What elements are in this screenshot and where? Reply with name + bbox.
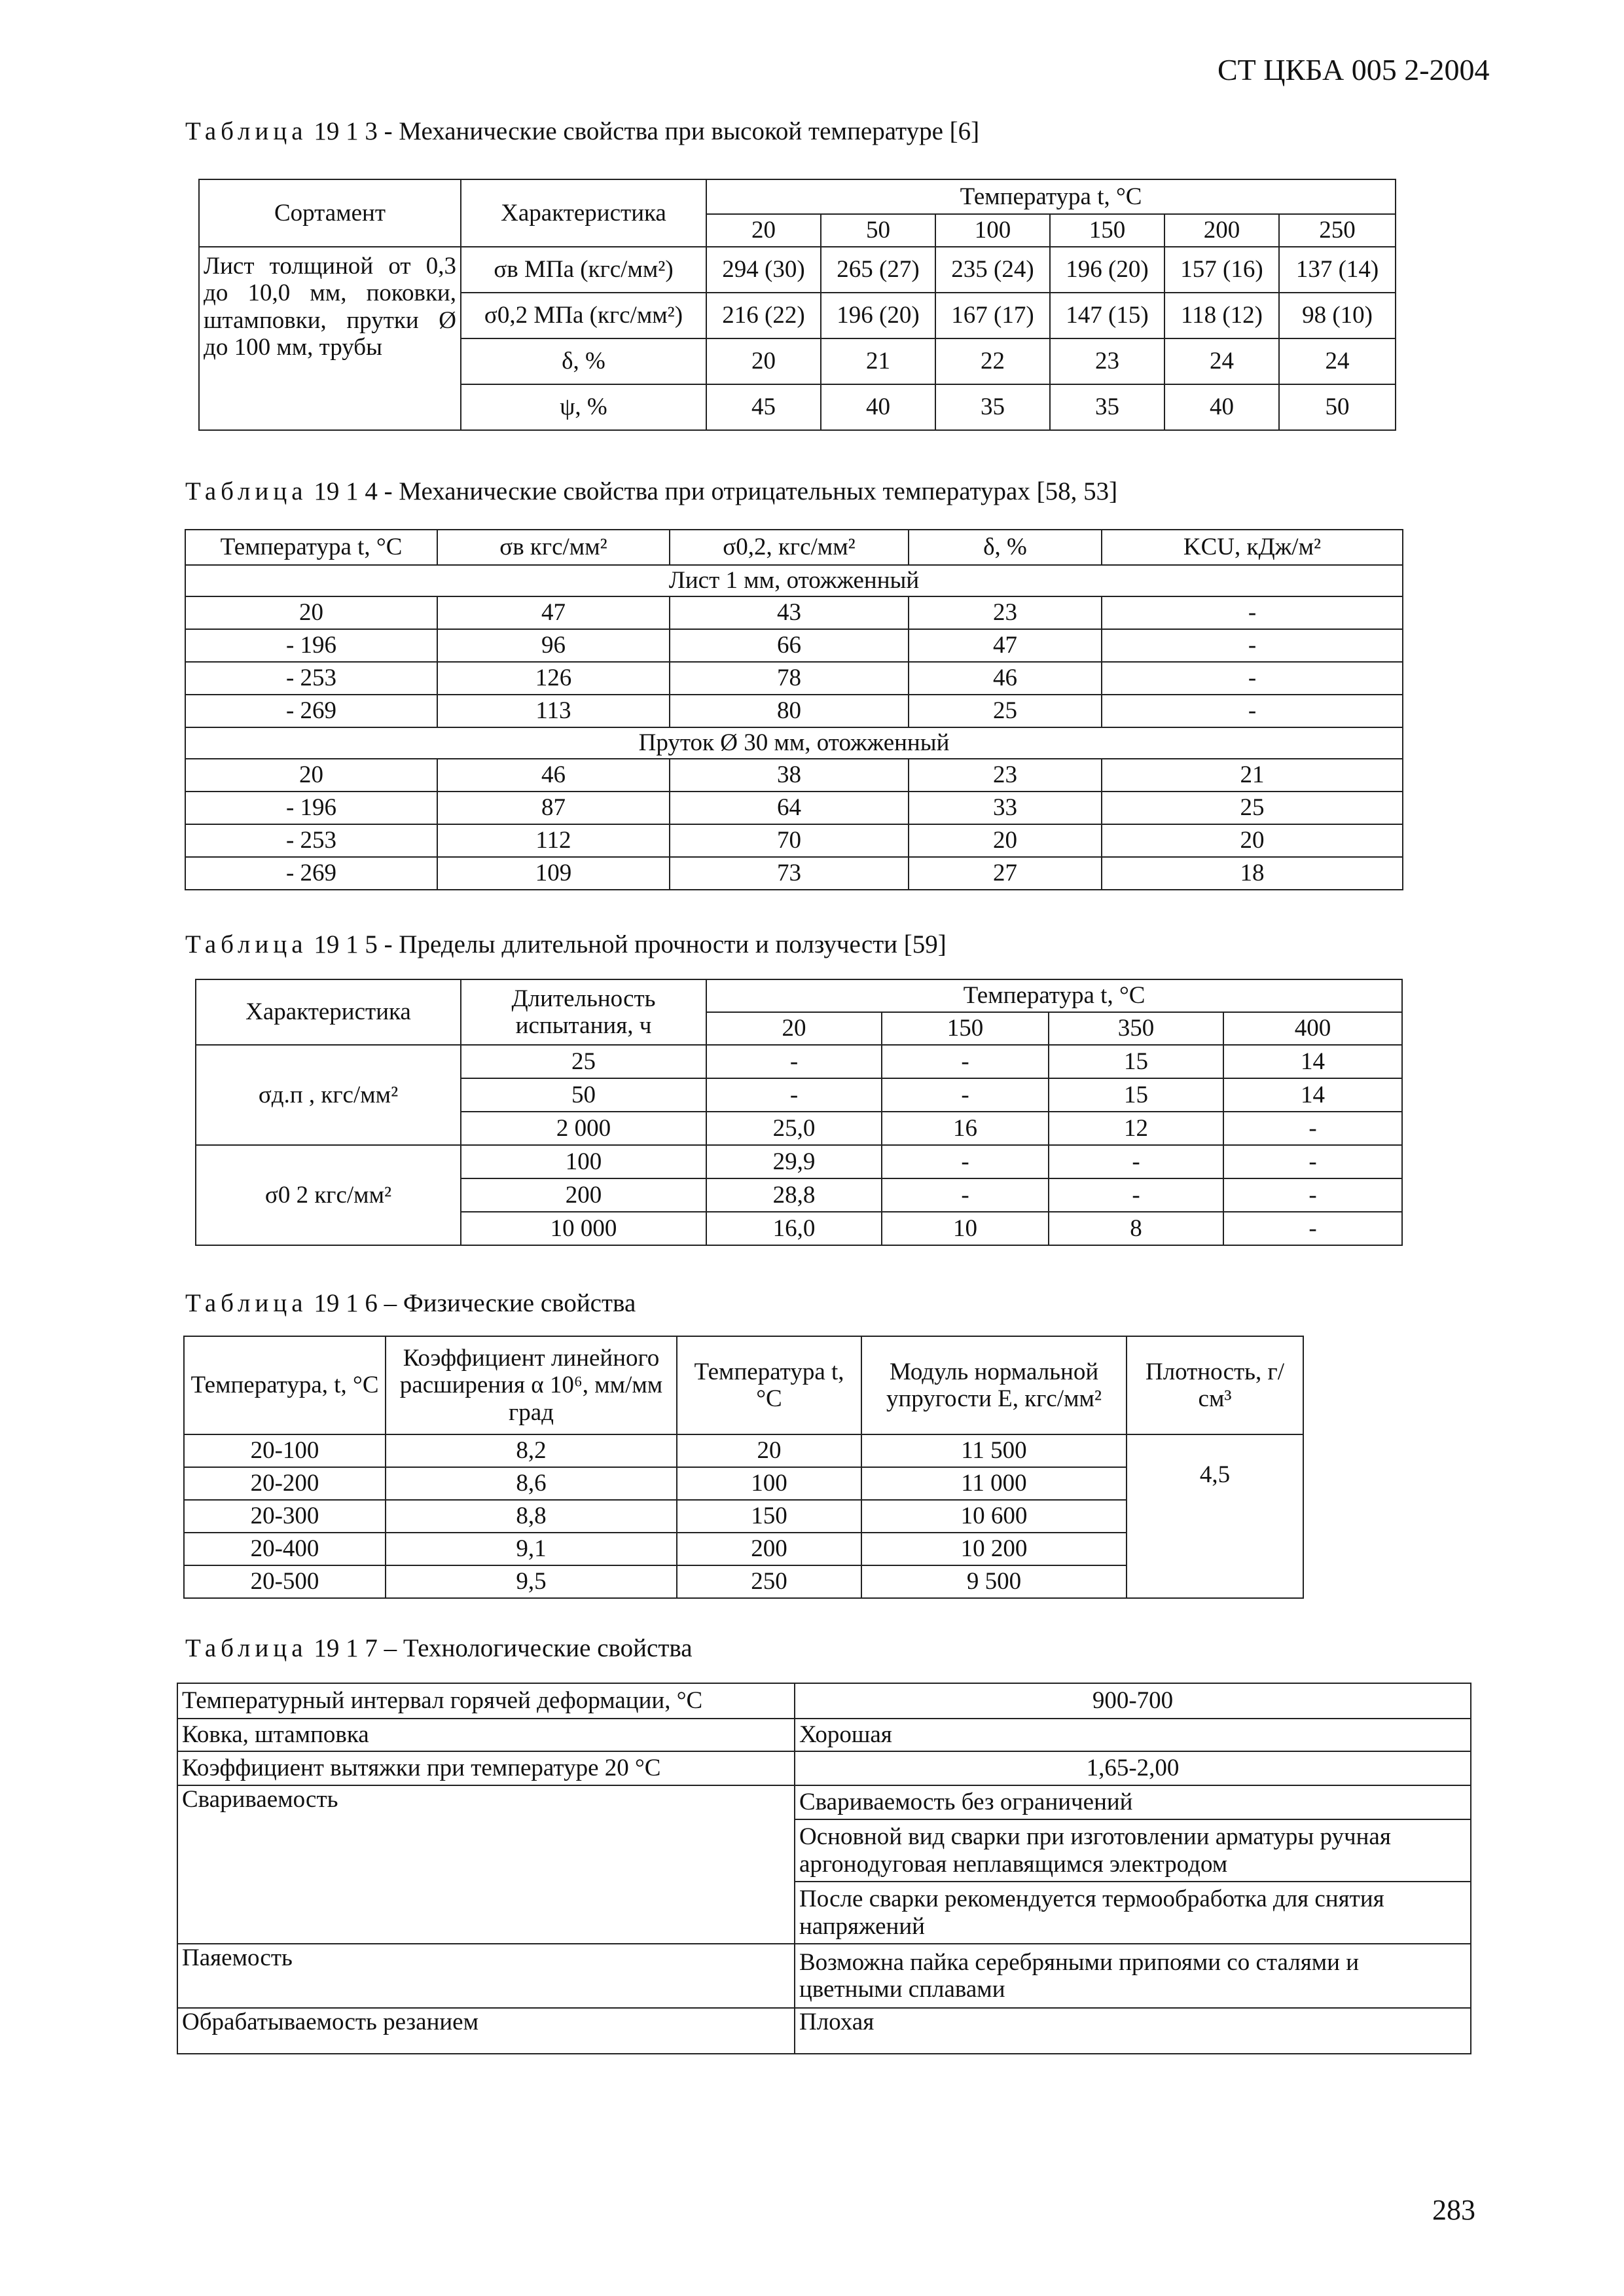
caption-num: 19 1 4 bbox=[314, 477, 378, 505]
caption-text: - Пределы длительной прочности и ползучести [59] bbox=[384, 930, 947, 958]
header-cell: Температура t, °С bbox=[185, 530, 437, 565]
table-13-caption bbox=[185, 117, 979, 146]
value-cell: 24 bbox=[1164, 338, 1279, 384]
char-cell: σ0,2 МПа (кгс/мм²) bbox=[461, 293, 706, 338]
value-cell: 24 bbox=[1279, 338, 1396, 384]
header-cell: KCU, кДж/м² bbox=[1102, 530, 1403, 565]
data-cell: 9 500 bbox=[861, 1565, 1127, 1598]
property-value: После сварки рекомендуется термообработка для снятия напряжений bbox=[795, 1882, 1471, 1944]
data-cell: - 269 bbox=[185, 857, 437, 890]
property-label: Свариваемость bbox=[177, 1785, 795, 1944]
data-cell: 66 bbox=[670, 629, 909, 662]
value-cell: 35 bbox=[935, 384, 1050, 430]
data-cell: 11 500 bbox=[861, 1434, 1127, 1467]
caption-num: 19 1 3 bbox=[314, 117, 378, 145]
property-label: Паяемость bbox=[177, 1944, 795, 2008]
data-cell: 20-200 bbox=[184, 1467, 386, 1500]
data-cell: 100 bbox=[461, 1145, 706, 1178]
temp-header: 20 bbox=[706, 214, 821, 247]
temp-header: 20 bbox=[706, 1012, 882, 1045]
data-cell: 14 bbox=[1223, 1078, 1402, 1112]
density-value: 4,5 bbox=[1127, 1434, 1303, 1598]
value-cell: 98 (10) bbox=[1279, 293, 1396, 338]
data-cell: 14 bbox=[1223, 1045, 1402, 1078]
table-14-caption bbox=[185, 477, 1117, 506]
header-cell: δ, % bbox=[909, 530, 1102, 565]
data-cell: - bbox=[1102, 629, 1403, 662]
data-cell: 8 bbox=[1049, 1212, 1223, 1245]
header-cell: σв кгс/мм² bbox=[437, 530, 670, 565]
header-density: Плотность, г/см³ bbox=[1127, 1336, 1303, 1434]
value-cell: 118 (12) bbox=[1164, 293, 1279, 338]
data-cell: 150 bbox=[677, 1500, 861, 1533]
data-cell: - bbox=[1223, 1112, 1402, 1145]
data-cell: 23 bbox=[909, 596, 1102, 629]
data-cell: - bbox=[1102, 662, 1403, 695]
table-17 bbox=[177, 1683, 1471, 2054]
property-value: Свариваемость без ограничений bbox=[795, 1785, 1471, 1819]
value-cell: 22 bbox=[935, 338, 1050, 384]
data-cell: - bbox=[882, 1145, 1049, 1178]
data-cell: 20 bbox=[185, 596, 437, 629]
data-cell: 200 bbox=[461, 1178, 706, 1212]
header-modulus: Модуль нормальной упругости Е, кгс/мм² bbox=[861, 1336, 1127, 1434]
data-cell: 38 bbox=[670, 759, 909, 792]
data-cell: - bbox=[1223, 1212, 1402, 1245]
data-cell: 12 bbox=[1049, 1112, 1223, 1145]
data-cell: - bbox=[1049, 1145, 1223, 1178]
table-14 bbox=[185, 529, 1403, 890]
property-label: Коэффициент вытяжки при температуре 20 °С bbox=[177, 1751, 795, 1785]
value-cell: 35 bbox=[1050, 384, 1164, 430]
caption-num: 19 1 5 bbox=[314, 930, 378, 958]
data-cell: 8,2 bbox=[386, 1434, 677, 1467]
temp-header: 150 bbox=[882, 1012, 1049, 1045]
caption-prefix: Таблица bbox=[185, 117, 308, 145]
data-cell: 46 bbox=[437, 759, 670, 792]
data-cell: 87 bbox=[437, 792, 670, 824]
caption-text: – Технологические свойства bbox=[384, 1634, 693, 1662]
data-cell: 16 bbox=[882, 1112, 1049, 1145]
value-cell: 294 (30) bbox=[706, 247, 821, 293]
data-cell: - 196 bbox=[185, 629, 437, 662]
data-cell: - 253 bbox=[185, 662, 437, 695]
data-cell: - 253 bbox=[185, 824, 437, 857]
caption-prefix: Таблица bbox=[185, 1289, 308, 1317]
value-cell: 40 bbox=[821, 384, 935, 430]
data-cell: 47 bbox=[909, 629, 1102, 662]
char-cell: σ0 2 кгс/мм² bbox=[196, 1145, 461, 1245]
value-cell: 21 bbox=[821, 338, 935, 384]
value-cell: 157 (16) bbox=[1164, 247, 1279, 293]
data-cell: - bbox=[1102, 695, 1403, 727]
value-cell: 147 (15) bbox=[1050, 293, 1164, 338]
caption-prefix: Таблица bbox=[185, 477, 308, 505]
data-cell: - bbox=[1223, 1178, 1402, 1212]
data-cell: - bbox=[1049, 1178, 1223, 1212]
data-cell: 73 bbox=[670, 857, 909, 890]
caption-text: - Механические свойства при высокой температуре [6] bbox=[384, 117, 980, 145]
char-cell: δ, % bbox=[461, 338, 706, 384]
data-cell: 113 bbox=[437, 695, 670, 727]
temp-header: 400 bbox=[1223, 1012, 1402, 1045]
caption-text: - Механические свойства при отрицательных температурах [58, 53] bbox=[384, 477, 1118, 505]
data-cell: 20 bbox=[1102, 824, 1403, 857]
temp-header: 250 bbox=[1279, 214, 1396, 247]
data-cell: - bbox=[1102, 596, 1403, 629]
data-cell: 29,9 bbox=[706, 1145, 882, 1178]
data-cell: 50 bbox=[461, 1078, 706, 1112]
data-cell: 33 bbox=[909, 792, 1102, 824]
char-cell: ψ, % bbox=[461, 384, 706, 430]
data-cell: 11 000 bbox=[861, 1467, 1127, 1500]
property-label: Обрабатываемость резанием bbox=[177, 2008, 795, 2054]
caption-prefix: Таблица bbox=[185, 930, 308, 958]
data-cell: - bbox=[706, 1045, 882, 1078]
data-cell: 46 bbox=[909, 662, 1102, 695]
data-cell: 18 bbox=[1102, 857, 1403, 890]
data-cell: 23 bbox=[909, 759, 1102, 792]
table-15-caption bbox=[185, 930, 947, 959]
data-cell: 10 200 bbox=[861, 1533, 1127, 1565]
header-temperature: Температура t, °С bbox=[677, 1336, 861, 1434]
value-cell: 40 bbox=[1164, 384, 1279, 430]
data-cell: 16,0 bbox=[706, 1212, 882, 1245]
value-cell: 167 (17) bbox=[935, 293, 1050, 338]
caption-num: 19 1 7 bbox=[314, 1634, 378, 1662]
data-cell: - 269 bbox=[185, 695, 437, 727]
data-cell: 20 bbox=[185, 759, 437, 792]
page-number: 283 bbox=[1432, 2194, 1475, 2226]
data-cell: 70 bbox=[670, 824, 909, 857]
header-temperature: Температура t, °С bbox=[706, 179, 1396, 214]
char-cell: σд.п , кгс/мм² bbox=[196, 1045, 461, 1145]
document-header: СТ ЦКБА 005 2-2004 bbox=[1218, 53, 1490, 86]
value-cell: 50 bbox=[1279, 384, 1396, 430]
data-cell: 15 bbox=[1049, 1045, 1223, 1078]
value-cell: 137 (14) bbox=[1279, 247, 1396, 293]
data-cell: 28,8 bbox=[706, 1178, 882, 1212]
table-16 bbox=[183, 1336, 1304, 1599]
header-sortament: Сортамент bbox=[199, 179, 461, 247]
temp-header: 150 bbox=[1050, 214, 1164, 247]
property-value: Возможна пайка серебряными припоями со сталями и цветными сплавами bbox=[795, 1944, 1471, 2008]
caption-prefix: Таблица bbox=[185, 1634, 308, 1662]
data-cell: 200 bbox=[677, 1533, 861, 1565]
data-cell: 78 bbox=[670, 662, 909, 695]
data-cell: 25,0 bbox=[706, 1112, 882, 1145]
table-13 bbox=[198, 179, 1396, 431]
value-cell: 265 (27) bbox=[821, 247, 935, 293]
data-cell: 96 bbox=[437, 629, 670, 662]
data-cell: 112 bbox=[437, 824, 670, 857]
data-cell: - bbox=[1223, 1145, 1402, 1178]
property-value: Хорошая bbox=[795, 1719, 1471, 1751]
property-value: 900-700 bbox=[795, 1683, 1471, 1719]
data-cell: 126 bbox=[437, 662, 670, 695]
temp-header: 200 bbox=[1164, 214, 1279, 247]
group-title: Лист 1 мм, отожженный bbox=[185, 565, 1403, 596]
value-cell: 196 (20) bbox=[1050, 247, 1164, 293]
data-cell: - 196 bbox=[185, 792, 437, 824]
data-cell: - bbox=[882, 1178, 1049, 1212]
table-17-caption bbox=[185, 1633, 693, 1663]
data-cell: 2 000 bbox=[461, 1112, 706, 1145]
temp-header: 350 bbox=[1049, 1012, 1223, 1045]
header-duration: Длительность испытания, ч bbox=[461, 979, 706, 1045]
property-label: Ковка, штамповка bbox=[177, 1719, 795, 1751]
property-value: Плохая bbox=[795, 2008, 1471, 2054]
table-15 bbox=[195, 979, 1403, 1246]
value-cell: 196 (20) bbox=[821, 293, 935, 338]
data-cell: 20-500 bbox=[184, 1565, 386, 1598]
data-cell: 8,6 bbox=[386, 1467, 677, 1500]
header-temperature: Температура, t, °С bbox=[184, 1336, 386, 1434]
value-cell: 235 (24) bbox=[935, 247, 1050, 293]
header-characteristic: Характеристика bbox=[196, 979, 461, 1045]
property-label: Температурный интервал горячей деформации, °С bbox=[177, 1683, 795, 1719]
data-cell: - bbox=[882, 1045, 1049, 1078]
caption-text: – Физические свойства bbox=[384, 1289, 636, 1317]
data-cell: 47 bbox=[437, 596, 670, 629]
data-cell: 8,8 bbox=[386, 1500, 677, 1533]
property-value: Основной вид сварки при изготовлении арматуры ручная аргонодуговая неплавящимся электродом bbox=[795, 1819, 1471, 1882]
sortament-cell: Лист толщиной от 0,3 до 10,0 мм, поковки, штамповки, прутки Ø до 100 мм, трубы bbox=[199, 247, 461, 430]
data-cell: 27 bbox=[909, 857, 1102, 890]
data-cell: 10 000 bbox=[461, 1212, 706, 1245]
data-cell: 43 bbox=[670, 596, 909, 629]
data-cell: - bbox=[706, 1078, 882, 1112]
group-title: Пруток Ø 30 мм, отожженный bbox=[185, 727, 1403, 759]
temp-header: 100 bbox=[935, 214, 1050, 247]
header-temperature: Температура t, °С bbox=[706, 979, 1402, 1012]
data-cell: 9,1 bbox=[386, 1533, 677, 1565]
value-cell: 20 bbox=[706, 338, 821, 384]
data-cell: 109 bbox=[437, 857, 670, 890]
data-cell: 80 bbox=[670, 695, 909, 727]
temp-header: 50 bbox=[821, 214, 935, 247]
data-cell: 64 bbox=[670, 792, 909, 824]
data-cell: 20-400 bbox=[184, 1533, 386, 1565]
table-16-caption bbox=[185, 1288, 636, 1318]
data-cell: 20 bbox=[677, 1434, 861, 1467]
header-expansion: Коэффициент линейного расширения α 10⁶, мм/мм град bbox=[386, 1336, 677, 1434]
data-cell: 100 bbox=[677, 1467, 861, 1500]
data-cell: 25 bbox=[1102, 792, 1403, 824]
caption-num: 19 1 6 bbox=[314, 1289, 378, 1317]
data-cell: - bbox=[882, 1078, 1049, 1112]
data-cell: 20-100 bbox=[184, 1434, 386, 1467]
header-cell: σ0,2, кгс/мм² bbox=[670, 530, 909, 565]
data-cell: 15 bbox=[1049, 1078, 1223, 1112]
data-cell: 9,5 bbox=[386, 1565, 677, 1598]
data-cell: 20 bbox=[909, 824, 1102, 857]
data-cell: 25 bbox=[461, 1045, 706, 1078]
value-cell: 216 (22) bbox=[706, 293, 821, 338]
data-cell: 20-300 bbox=[184, 1500, 386, 1533]
data-cell: 10 600 bbox=[861, 1500, 1127, 1533]
data-cell: 250 bbox=[677, 1565, 861, 1598]
value-cell: 45 bbox=[706, 384, 821, 430]
property-value: 1,65-2,00 bbox=[795, 1751, 1471, 1785]
header-characteristic: Характеристика bbox=[461, 179, 706, 247]
data-cell: 21 bbox=[1102, 759, 1403, 792]
data-cell: 25 bbox=[909, 695, 1102, 727]
char-cell: σв МПа (кгс/мм²) bbox=[461, 247, 706, 293]
data-cell: 10 bbox=[882, 1212, 1049, 1245]
value-cell: 23 bbox=[1050, 338, 1164, 384]
